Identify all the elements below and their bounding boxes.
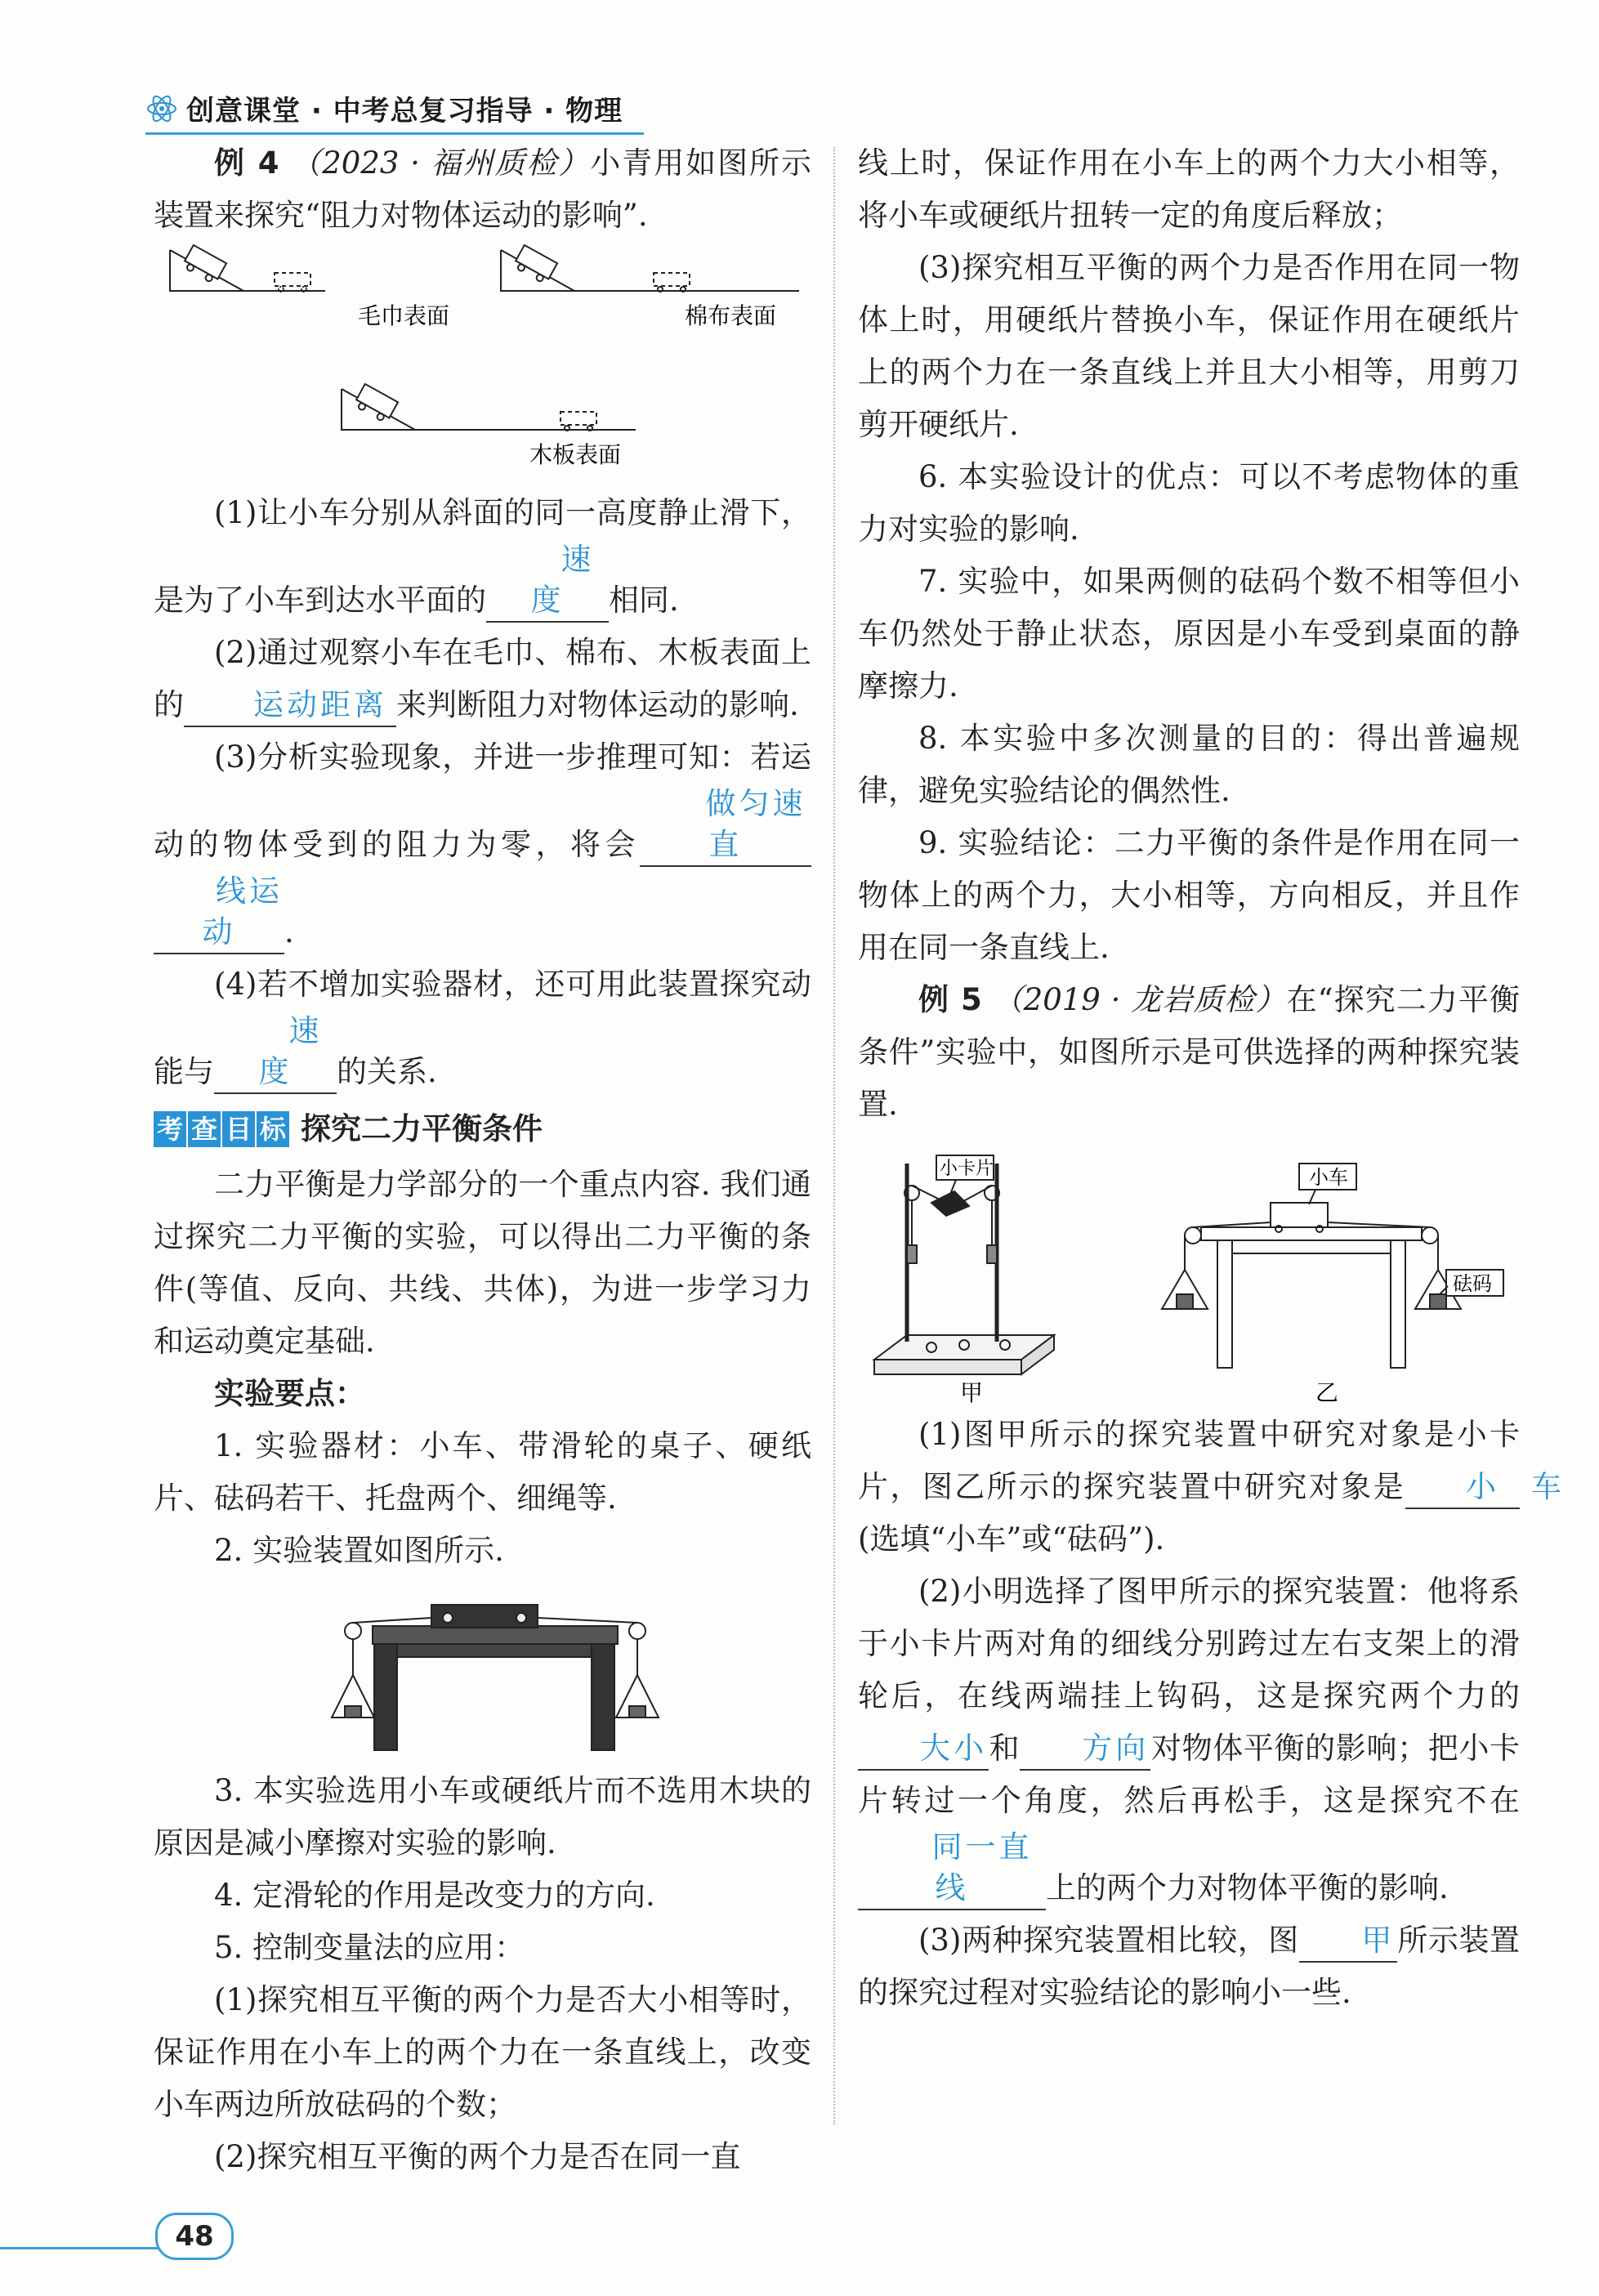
label-cotton: 棉布表面 [685, 303, 777, 328]
answer-blank-q3b: 线运动 [154, 871, 284, 954]
answer-blank-5-q2b: 方向 [1020, 1728, 1150, 1771]
label-cart: 小车 [1309, 1167, 1348, 1189]
ramp-towel [170, 245, 325, 292]
point-5: 5. 控制变量法的应用： [214, 1930, 525, 1965]
example4-intro [154, 137, 811, 242]
apparatus-yi [1162, 1164, 1503, 1368]
point-2: 2. 实验装置如图所示. [214, 1533, 504, 1568]
answer-blank-5-q2a: 大小 [858, 1728, 989, 1771]
label-weight: 砝码 [1453, 1273, 1492, 1295]
page-header [145, 88, 623, 128]
section-heading [154, 1103, 811, 1155]
example4-q1: (1)让小车分别从斜面的同一高度静止滑下，是为了小车到达水平面的速度 相同. [154, 487, 811, 627]
answer-blank-q3a: 做匀速直 [640, 784, 811, 867]
atom-logo-icon [145, 92, 178, 125]
header-title: 创意课堂 · 中考总复习指导 · 物理 [186, 95, 623, 127]
point-5-1: (1)探究相互平衡的两个力是否大小相等时，保证作用在小车上的两个力在一条直线上，改变小车两边所放砝码的个数； [154, 1982, 811, 2122]
example5-source: （2019 · 龙岩质检） [992, 982, 1287, 1017]
label-towel: 毛巾表面 [358, 302, 450, 329]
point-4: 4. 定滑轮的作用是改变力的方向. [214, 1878, 655, 1913]
example4-q4: (4)若不增加实验器材，还可用此装置探究动能与速度 的关系. [154, 958, 811, 1098]
example5-intro [858, 974, 1520, 1131]
answer-blank-q2: 运动距离 [184, 685, 396, 727]
example4-q2: (2)通过观察小车在毛巾、棉布、木板表面上的 运动距离 来判断阻力对物体运动的影响. [154, 627, 811, 731]
column-divider [833, 147, 835, 2124]
example5-text: 在“探究二力平衡条件”实验中，如图所示是可供选择的两种探究装置. [858, 982, 1520, 1122]
page-number: 48 [155, 2213, 234, 2260]
point-5-2: (2)探究相互平衡的两个力是否在同一直 [214, 2139, 741, 2174]
example4-q3: (3)分析实验现象，并进一步推理可知：若运动的物体受到的阻力为零，将会做匀速直线运动 . [154, 731, 811, 958]
point-8: 8. 本实验中多次测量的目的：得出普遍规律，避免实验结论的偶然性. [858, 721, 1520, 808]
answer-blank-5-q1a: 小 [1405, 1467, 1471, 1509]
section-title: 探究二力平衡条件 [301, 1111, 543, 1146]
section-badge: 考 查 目 标 [154, 1111, 289, 1147]
ramp-cotton [501, 245, 799, 292]
point-1: 1. 实验器材：小车、带滑轮的桌子、硬纸片、砝码若干、托盘两个、细绳等. [154, 1428, 811, 1516]
section-intro: 二力平衡是力学部分的一个重点内容. 我们通过探究二力平衡的实验，可以得出二力平衡的条件(等值、反向、共线、共体)，为进一步学习力和运动奠定基础. [154, 1167, 811, 1359]
example4-source: （2023 · 福州质检） [290, 145, 591, 181]
answer-blank-5-q1b: 车 [1471, 1467, 1520, 1509]
label-yi: 乙 [1315, 1380, 1339, 1405]
point-5-2-cont: 线上时，保证作用在小车上的两个力大小相等，将小车或硬纸片扭转一定的角度后释放； [858, 145, 1520, 233]
example5-label: 例 5 [918, 982, 982, 1017]
example5-q2: (2)小明选择了图甲所示的探究装置：他将系于小卡片两对角的细线分别跨过左右支架上的滑轮后，在线两端挂上钩码，这是探究两个力的大小和 方向对物体平衡的影响；把小卡片转过一个角度，然后再松手，这是探究不在同一直线 上的两个力对物体平衡的影响. [858, 1566, 1520, 1914]
answer-blank-q1: 速度 [486, 539, 609, 623]
example4-figure [154, 242, 811, 487]
point-5-3: (3)探究相互平衡的两个力是否作用在同一物体上时，用硬纸片替换小车，保证作用在硬纸片上的两个力在一条直线上并且大小相等，用剪刀剪开硬纸片. [858, 250, 1520, 442]
points-title: 实验要点： [214, 1376, 365, 1411]
ramp-wood [342, 384, 636, 431]
example5-q3: (3)两种探究装置相比较，图 甲所示装置的探究过程对实验结论的影响小一些. [858, 1914, 1520, 2019]
label-card: 小卡片 [940, 1158, 994, 1178]
answer-blank-q4: 速度 [214, 1011, 337, 1094]
apparatus-jia [874, 1155, 1054, 1374]
point-6: 6. 本实验设计的优点：可以不考虑物体的重力对实验的影响. [858, 459, 1520, 547]
example5-figure [858, 1131, 1520, 1409]
example4-label: 例 4 [214, 145, 279, 181]
label-wood: 木板表面 [529, 442, 622, 467]
point-9: 9. 实验结论：二力平衡的条件是作用在同一物体上的两个力，大小相等，方向相反，并且作用在同一条直线上. [858, 825, 1520, 965]
answer-blank-5-q3: 甲 [1299, 1920, 1397, 1963]
table-apparatus-figure [154, 1577, 811, 1765]
label-jia: 甲 [960, 1380, 984, 1405]
left-column [154, 137, 811, 2183]
right-column [858, 137, 1565, 2019]
example4-text: 小青用如图所示装置来探究“阻力对物体运动的影响”. [154, 145, 811, 233]
example5-q1: (1)图甲所示的探究装置中研究对象是小卡片，图乙所示的探究装置中研究对象是 小 车(选填“小车”或“砝码”). [858, 1417, 1565, 1557]
point-7: 7. 实验中，如果两侧的砝码个数不相等但小车仍然处于静止状态，原因是小车受到桌面的静摩擦力. [858, 564, 1520, 704]
answer-blank-5-q2c: 同一直线 [858, 1827, 1046, 1910]
point-3: 3. 本实验选用小车或硬纸片而不选用木块的原因是减小摩擦对实验的影响. [154, 1773, 811, 1860]
header-rule [145, 132, 644, 135]
